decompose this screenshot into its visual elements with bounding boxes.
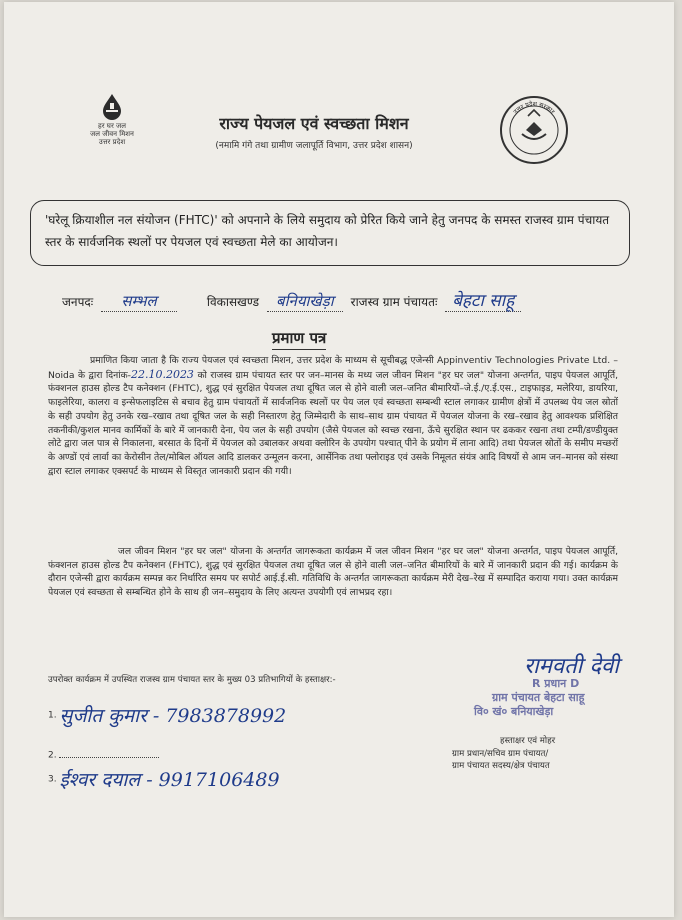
participant-signature: ईश्वर दयाल - 9917106489 [59,769,280,791]
participant-number: 2. [48,750,57,761]
participant-row [48,702,286,728]
logo-tagline-1: हर घर जल [98,122,126,130]
block-label: विकासखण्ड [206,295,259,309]
signatory-line: ग्राम प्रधान/सचिव ग्राम पंचायत/ [452,748,549,759]
district-value: सम्भल [101,291,177,312]
paragraph-1-part-b: को राजस्व ग्राम पंचायत स्तर पर जन–मानस के मध्य जल जीवन मिशन "हर घर जल" योजना अन्तर्गत, पाइप पेयजल आपूर्ति, फंक्शनल हाउस होल्ड टैप कनेक्शन (FHTC), शुद्ध एवं सुरक्षित पेयजल तथा दूषित जल से होने वाली जल–जनित बीमारियों–जे.ई./ए.ई.एस., टाइफाइड, मलेरिया, डायरिया, फाइलेरिया, कालरा व इन्सेफलाइटिस से बचाव हेतु ग्राम पंचायतों में सार्वजनिक स्थलों पर पेय जल एवं स्वच्छता सम्बन्धी स्टाल लगाकर ग्रामीण क्षेत्रों में उपलब्ध पेय जल स्रोतों के सही उपयोग हेतु उनके रख–रखाव तथा दूषित जल के सही निस्तारण हेतु जिम्मेदारी के साथ–साथ ग्राम पंचायत में पेयजल योजना के रख–रखाव हेतु आवश्यक प्रशिक्षित तकनीकी/कुशल मानव कार्मिकों के बारे में जानकारी देना, पेय जल के सही उपयोग (जैसे पेयजल को स्वच्छ रखना, ऊँचे सुरक्षित स्थान पर ढककर रखना तथा टम्पी/डण्डीयुक्त लोटे द्वारा जल पात्र से निकालना, बरसात के दिनों में पेयजल को उबालकर अथवा क्लोरिन के उपयोग पश्चात् पीने के प्रयोग में लाना आदि) तथा पेयजल स्रोतों के समीप मच्छरों के अण्डों एवं लार्वा का केरोसीन तेल/मोबिल ऑयल आदि डालकर उन्मूलन करना, आर्सेनिक तथा फ्लोराइड एवं उसके निमूलत संयंत्र आदि विषयों से आम जन–मानस को संस्था द्वारा स्टाल लगाकर एक्सपर्ट के माध्यम से विस्तृत जानकारी प्रदान की गयी। [48,369,618,477]
participant-row [48,766,280,792]
certificate-page [4,2,674,917]
certificate-paragraph-1 [48,354,618,478]
mission-subtitle: (नमामि गंगे तथा ग्रामीण जलापूर्ति विभाग, उत्तर प्रदेश शासन) [215,141,413,151]
pradhan-signature: रामवती देवी [524,654,619,679]
event-banner: 'घरेलू क्रियाशील नल संयोजन (FHTC)' को अपनाने के लिये समुदाय को प्रेरित किये जाने हेतु जनपद के समस्त राजस्व ग्राम पंचायत स्तर के सार्वजनिक स्थलों पर पेयजल एवं स्वच्छता मेले का आयोजन। [30,200,630,266]
panchayat-label: राजस्व ग्राम पंचायतः [350,295,438,309]
stamp-line: ग्राम पंचायत बेहटा साहू [492,691,585,704]
har-ghar-jal-logo [90,92,134,146]
stamp-line: वि० खं० बनियाखेड़ा [474,705,554,718]
participant-number: 1. [48,710,57,721]
certificate-paragraph-2: जल जीवन मिशन "हर घर जल" योजना के अन्तर्गत जागरूकता कार्यक्रम में जल जीवन मिशन "हर घर जल" योजना अन्तर्गत, पाइप पेयजल आपूर्ति, फंक्शनल हाउस होल्ड टैप कनेक्शन (FHTC), शुद्ध एवं सुरक्षित पेयजल तथा दूषित जल से होने वाली जल–जनित बीमारियों के बारे में जानकारी प्रदान की गई। कार्यक्रम के दौरान एजेन्सी द्वारा कार्यक्रम सम्पन्न कर निर्धारित समय पर सपोर्ट आई.ई.सी. गतिविधि के अन्तर्गत जागरूकता कार्यक्रम मेरी देख–रेख में सम्पादित कराया गया। उक्त कार्यक्रम पेयजल एवं स्वच्छता से सम्बन्धित होने के साथ ही जन–समुदाय के लिए अत्यन्त उपयोगी एवं लाभप्रद रहा। [48,546,618,599]
panchayat-value: बेहटा साहू [445,288,521,312]
district-label: जनपदः [62,295,94,309]
signatory-block [452,735,555,773]
paragraph-1-part-a: प्रमाणित किया जाता है कि राज्य पेयजल एवं स्वच्छता मिशन, उत्तर प्रदेश के माध्यम से सूचीबद्ध एजेन्सी Appinventiv Technologies Private Ltd. – Noida के द्वारा दिनांक- [48,355,618,381]
participant-blank-line [59,757,159,758]
seal-text: उत्तर प्रदेश सरकार [512,100,556,116]
logo-tagline-3: उत्तर प्रदेश [98,138,126,146]
signatory-line: ग्राम पंचायत सदस्य/क्षेत्र पंचायत [452,761,550,771]
participants-note: उपरोक्त कार्यक्रम में उपस्थित राजस्व ग्राम पंचायत स्तर के मुख्य 03 प्रतिभागियों के हस्ताक्षर:- [48,675,336,685]
location-fields [62,288,521,312]
up-government-seal-icon [498,94,570,166]
water-drop-icon [97,92,127,122]
participant-signature: सुजीत कुमार - 7983878992 [59,705,287,727]
stamp-line: R प्रधान D [532,677,580,690]
signatory-line: हस्ताक्षर एवं मोहर [500,736,556,746]
certificate-heading: प्रमाण पत्र [272,328,326,350]
participant-number: 3. [48,774,57,785]
pradhan-stamp [474,677,585,719]
participant-row [48,744,159,766]
mission-title: राज्य पेयजल एवं स्वच्छता मिशन [219,114,409,133]
event-date: 22.10.2023 [130,367,194,381]
svg-text:उत्तर प्रदेश सरकार [512,100,556,116]
block-value: बनियाखेड़ा [267,291,343,312]
logo-tagline-2: जल जीवन मिशन [90,130,134,138]
